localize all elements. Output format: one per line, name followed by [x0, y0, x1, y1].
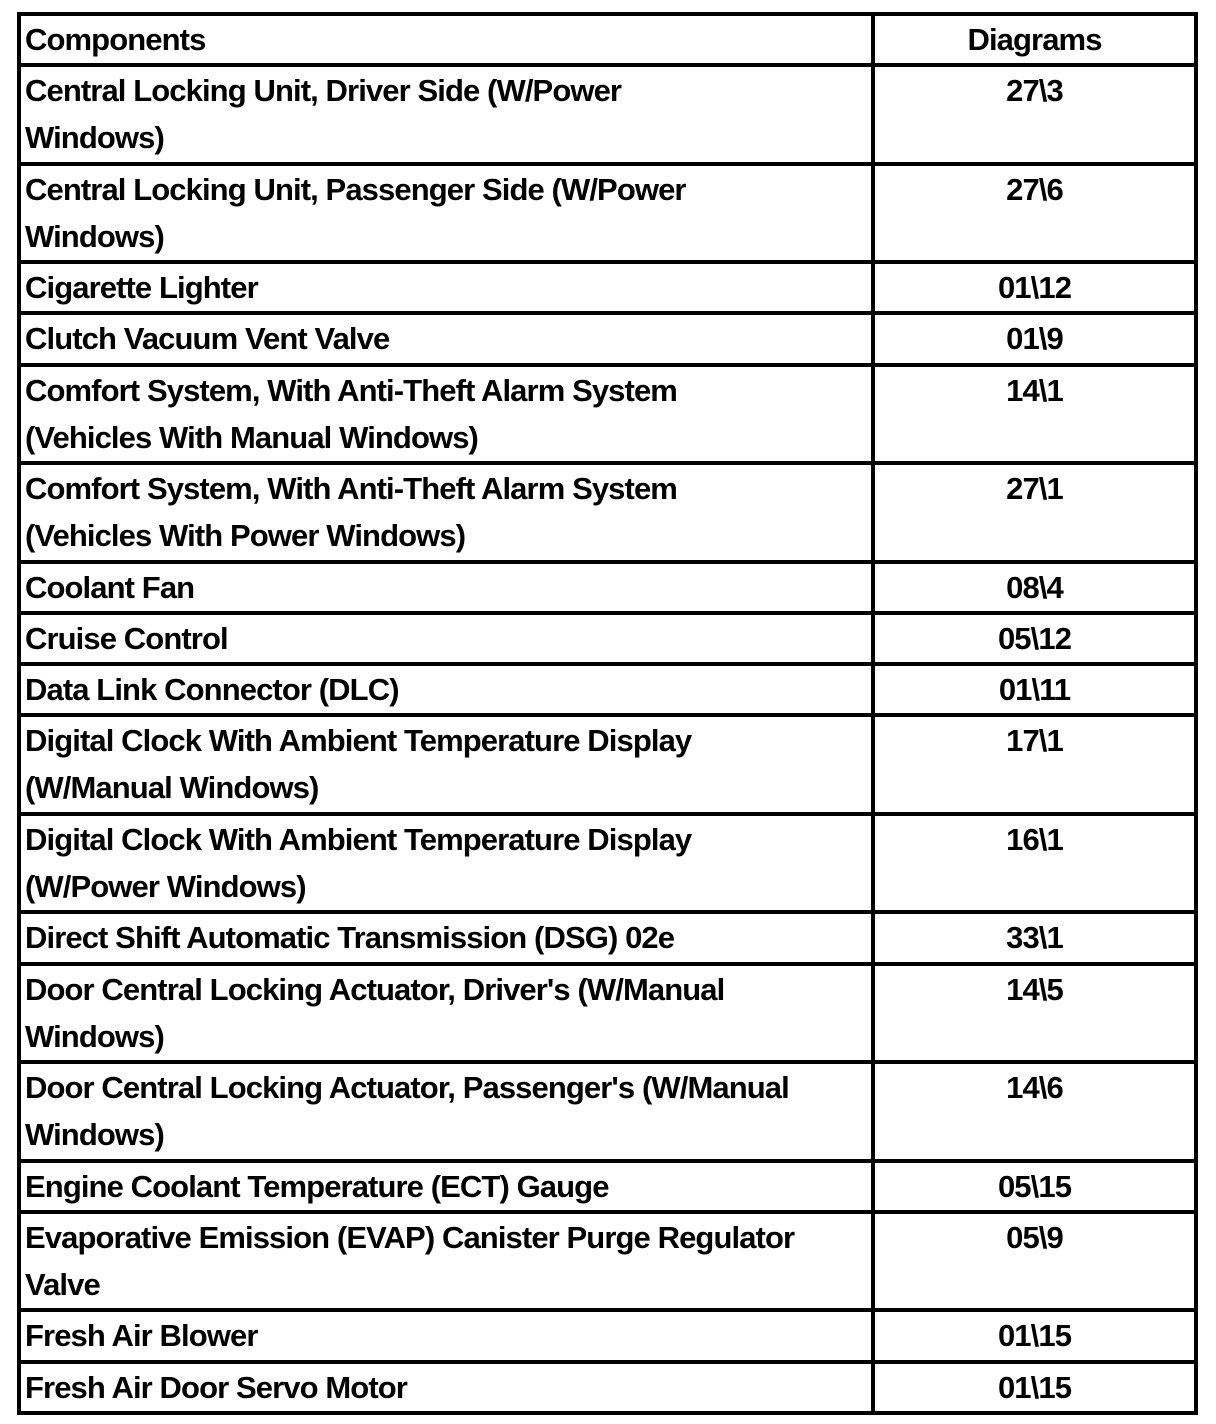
- component-cell: [19, 814, 873, 913]
- component-cell: [19, 262, 873, 313]
- table-row: [19, 1310, 1196, 1361]
- diagram-cell: 27\6: [873, 164, 1196, 263]
- component-cell: [19, 664, 873, 715]
- table-row: [19, 664, 1196, 715]
- component-cell: [19, 313, 873, 364]
- component-text: Digital Clock With Ambient Temperature Display: [25, 821, 692, 857]
- component-text: (Vehicles With Power Windows): [25, 518, 466, 554]
- diagram-cell: 14\5: [873, 964, 1196, 1063]
- component-text: Central Locking Unit, Passenger Side (W/Power: [25, 171, 686, 207]
- component-text: Cigarette Lighter: [25, 270, 258, 305]
- component-cell: [19, 463, 873, 562]
- diagram-cell: 01\15: [873, 1362, 1196, 1413]
- component-text: (Vehicles With Manual Windows): [25, 419, 478, 455]
- component-text: (W/Manual Windows): [25, 770, 319, 806]
- diagram-cell: 14\6: [873, 1062, 1196, 1161]
- header-row: [19, 14, 1196, 65]
- table-row: [19, 562, 1196, 613]
- diagram-cell: 05\15: [873, 1161, 1196, 1212]
- component-text: Coolant Fan: [25, 569, 195, 605]
- component-text: Comfort System, With Anti-Theft Alarm System: [25, 372, 677, 408]
- component-cell: [19, 964, 873, 1063]
- diagram-cell: 01\11: [873, 664, 1196, 715]
- component-text: Direct Shift Automatic Transmission (DSG) 02e: [25, 920, 675, 956]
- component-text: Digital Clock With Ambient Temperature Display: [25, 723, 692, 759]
- table-row: [19, 613, 1196, 664]
- component-cell: [19, 613, 873, 664]
- component-cell: [19, 1362, 873, 1413]
- component-text: Windows): [25, 218, 164, 254]
- table-row: [19, 814, 1196, 913]
- component-text: (W/Power Windows): [25, 868, 306, 904]
- component-cell: [19, 164, 873, 263]
- diagram-cell: 01\15: [873, 1310, 1196, 1361]
- component-text: Fresh Air Blower: [25, 1318, 258, 1354]
- diagram-cell: 14\1: [873, 365, 1196, 464]
- component-text: Clutch Vacuum Vent Valve: [25, 321, 390, 357]
- component-cell: [19, 65, 873, 164]
- component-text: Fresh Air Door Servo Motor: [25, 1369, 407, 1405]
- table-row: [19, 1362, 1196, 1413]
- diagram-cell: 05\9: [873, 1212, 1196, 1311]
- table-row: [19, 964, 1196, 1063]
- table-row: [19, 313, 1196, 364]
- table-row: [19, 365, 1196, 464]
- table-row: [19, 164, 1196, 263]
- diagram-cell: 08\4: [873, 562, 1196, 613]
- table-row: [19, 65, 1196, 164]
- component-text: Cruise Control: [25, 620, 228, 656]
- components-table: [17, 12, 1198, 1415]
- component-text: Windows): [25, 1117, 164, 1153]
- component-text: Engine Coolant Temperature (ECT) Gauge: [25, 1168, 609, 1204]
- component-text: Door Central Locking Actuator, Driver's (W/Manual: [25, 971, 725, 1007]
- component-text: Comfort System, With Anti-Theft Alarm System: [25, 471, 677, 507]
- table-row: [19, 912, 1196, 963]
- component-cell: [19, 1062, 873, 1161]
- diagram-cell: 17\1: [873, 715, 1196, 814]
- component-text: Windows): [25, 120, 164, 155]
- header-diagrams: Diagrams: [873, 14, 1196, 65]
- diagram-cell: 05\12: [873, 613, 1196, 664]
- table-row: [19, 463, 1196, 562]
- diagram-cell: 27\3: [873, 65, 1196, 164]
- component-cell: [19, 1161, 873, 1212]
- component-cell: [19, 562, 873, 613]
- table-row: [19, 262, 1196, 313]
- table-row: [19, 1062, 1196, 1161]
- table-row: [19, 1212, 1196, 1311]
- table-row: [19, 715, 1196, 814]
- header-components: Components: [19, 14, 873, 65]
- component-cell: [19, 912, 873, 963]
- component-text: Windows): [25, 1018, 164, 1054]
- diagram-cell: 01\12: [873, 262, 1196, 313]
- component-text: Central Locking Unit, Driver Side (W/Power: [25, 73, 622, 108]
- component-text: Valve: [25, 1266, 100, 1302]
- component-text: Evaporative Emission (EVAP) Canister Purge Regulator: [25, 1219, 795, 1255]
- diagram-cell: 33\1: [873, 912, 1196, 963]
- component-cell: [19, 1310, 873, 1361]
- diagram-cell: 27\1: [873, 463, 1196, 562]
- component-cell: [19, 715, 873, 814]
- table-row: [19, 1161, 1196, 1212]
- diagram-cell: 16\1: [873, 814, 1196, 913]
- component-cell: [19, 365, 873, 464]
- diagram-cell: 01\9: [873, 313, 1196, 364]
- component-text: Data Link Connector (DLC): [25, 672, 399, 708]
- component-text: Door Central Locking Actuator, Passenger's (W/Manual: [25, 1070, 789, 1106]
- component-cell: [19, 1212, 873, 1311]
